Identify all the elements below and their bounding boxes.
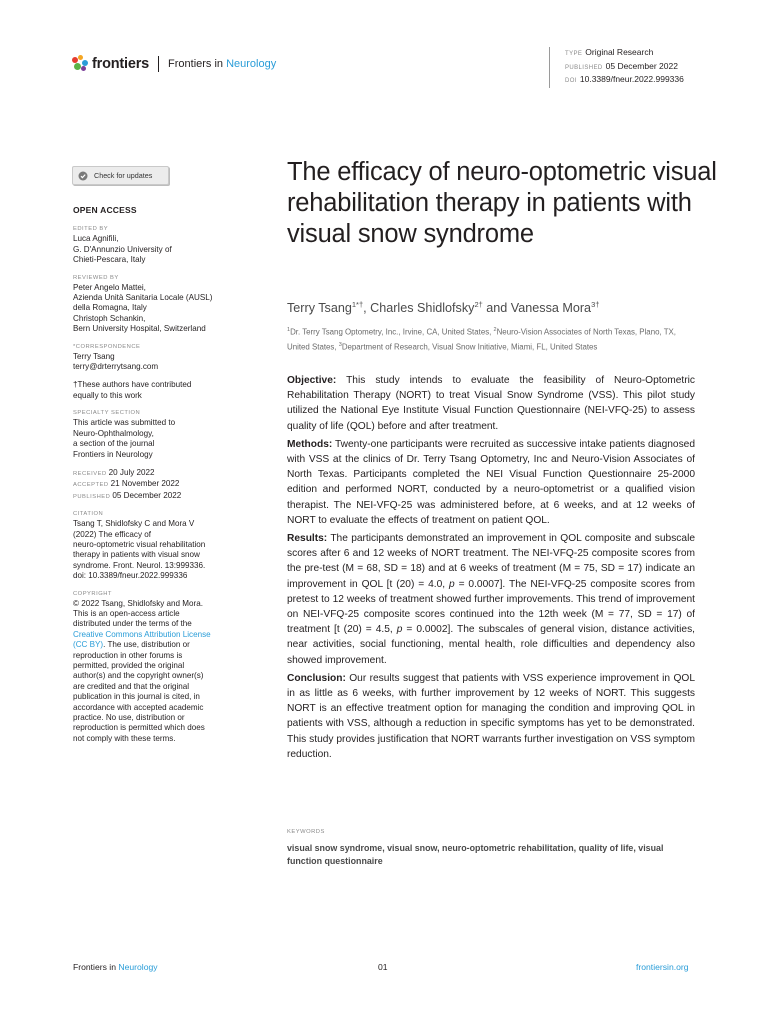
copyright-line: reproduction is permitted which does <box>73 723 205 733</box>
footer-journal-prefix: Frontiers in <box>73 962 119 972</box>
correspondence <box>73 352 238 373</box>
abstract-methods <box>287 437 695 528</box>
author-sup: 3† <box>591 300 600 309</box>
abstract-objective <box>287 373 695 434</box>
brand-name: frontiers <box>92 56 150 72</box>
published-label: PUBLISHED <box>73 493 111 500</box>
received-value: 20 July 2022 <box>108 467 155 477</box>
copyright-line: accordance with accepted academic <box>73 702 204 712</box>
p-symbol: p <box>449 578 455 590</box>
author-sup: 1*† <box>351 300 364 309</box>
specialty-heading: SPECIALTY SECTION <box>73 410 141 417</box>
methods-text: Twenty-one participants were recruited as successive intake patients diagnosed with VSS at the clinics of Dr. Terry Tsang Optometry, Inc and Neuro-Vision Associates of North Texas. Participants completed the NEI Visual Function Questionnaire 25-2000 edition and performed NORT, conducted by a neuro-optometrist or a qualified vision therapist. The NEI-VFQ-25 was administered before, at 6 weeks, and at 12 weeks of NORT to evaluate the effects of treatment on patient QOL. <box>287 438 695 526</box>
results-label: Results: <box>287 533 328 545</box>
keywords: visual snow syndrome, visual snow, neuro-optometric rehabilitation, quality of life, visual function questionnaire <box>287 843 664 866</box>
meta-doi[interactable] <box>565 74 684 88</box>
affiliation-sup: 1 <box>287 327 291 333</box>
p-symbol: p <box>396 624 403 636</box>
author-name[interactable]: Vanessa Mora <box>510 301 592 316</box>
specialty-line: This article was submitted to <box>73 418 176 428</box>
received-label: RECEIVED <box>73 470 107 477</box>
accepted-date <box>73 479 238 490</box>
copyright-line: author(s) and the copyright owner(s) <box>73 671 204 681</box>
citation-heading: CITATION <box>73 511 104 518</box>
footer-journal[interactable] <box>73 962 158 972</box>
citation-line: syndrome. Front. Neurol. 13:999336. <box>73 560 206 570</box>
reviewed-by-heading: REVIEWED BY <box>73 274 119 281</box>
author-sup: 2† <box>474 300 483 309</box>
affiliation-sup: 3 <box>338 341 342 348</box>
editor-line: Chieti-Pescara, Italy <box>73 255 146 265</box>
received-date <box>73 468 238 479</box>
journal-prefix: Frontiers in <box>168 58 227 70</box>
objective-text: This study intends to evaluate the feasibility of Neuro-Optometric Rehabilitation Therapy (NORT) to treat Visual Snow Syndrome (VSS). This pilot study utilized the National Eye Institute Visual Function Questionnaire (NEI-VFQ-25) to assess quality of life (QOL) before and after treatment. <box>287 375 695 432</box>
objective-label: Objective: <box>287 375 337 386</box>
open-access-label: OPEN ACCESS <box>73 205 137 215</box>
results-text: = 0.0002]. The subscales of general vision, distance activities, near activities, social functioning, mental health, role difficulties and dependency also showed improvement. <box>287 624 695 666</box>
results-text: The participants demonstrated an improvement in QOL composite and subscale scores after 6 and 12 weeks of NORT treatment. The NEI-VFQ-25 composite scores from the pre-test (M = 68, SD = 18) and at 6 weeks of treatment (M = 75, SD = 17) indicate an improvement in QOL [t (20) = 4.0, <box>287 533 695 590</box>
abstract-conclusion <box>287 671 695 762</box>
reviewed-by <box>73 283 238 335</box>
author-name[interactable]: Terry Tsang <box>287 301 352 316</box>
abstract <box>287 373 695 765</box>
page-number: 01 <box>378 962 388 972</box>
copyright-line: distributed under the terms of the <box>73 619 192 629</box>
contribution-note-line: equally to this work <box>73 390 142 400</box>
meta-doi-value[interactable]: 10.3389/fneur.2022.999336 <box>579 74 684 84</box>
copyright-line: This is an open-access article <box>73 608 180 618</box>
copyright-line: not comply with these terms. <box>73 733 176 743</box>
author-name[interactable]: Charles Shidlofsky <box>370 301 475 316</box>
citation-line: doi: 10.3389/fneur.2022.999336 <box>73 571 188 581</box>
meta-type <box>565 47 684 61</box>
affiliation-sup: 2 <box>493 327 497 333</box>
copyright-line: © 2022 Tsang, Shidlofsky and Mora. <box>73 598 203 608</box>
citation-line: neuro-optometric visual rehabilitation <box>73 539 206 549</box>
specialty-line: a section of the journal <box>73 439 155 449</box>
affiliation: Department of Research, Visual Snow Initiative, Miami, FL, United States <box>341 342 598 352</box>
correspondence-email[interactable]: terry@drterrytsang.com <box>73 362 159 372</box>
article-meta <box>549 47 684 88</box>
copyright-line: practice. No use, distribution or <box>73 713 185 723</box>
editor-line: Luca Agnifili, <box>73 234 119 244</box>
affiliation: Neuro-Vision Associates of North Texas, Plano, TX, United States, <box>287 327 676 352</box>
check-updates-icon <box>78 171 88 181</box>
abstract-results <box>287 531 695 668</box>
specialty-line: Neuro-Ophthalmology, <box>73 428 154 438</box>
edited-by-heading: EDITED BY <box>73 226 109 233</box>
cc-by-link[interactable]: (CC BY) <box>73 640 104 650</box>
article-title: The efficacy of neuro-optometric visual rehabilitation therapy in patients with visual snow syndrome <box>287 158 717 248</box>
published-date <box>73 491 238 502</box>
reviewer-line: Christoph Schankin, <box>73 313 146 323</box>
editor-line: G. D'Annunzio University of <box>73 244 172 254</box>
cc-license-link[interactable]: Creative Commons Attribution License <box>73 629 211 639</box>
citation-line: Tsang T, Shidlofsky C and Mora V <box>73 519 195 529</box>
article-sidebar <box>73 205 238 744</box>
correspondence-name: Terry Tsang <box>73 351 115 361</box>
conclusion-text: Our results suggest that patients with VSS experience improvement in QOL in as little as 6 weeks, with further improvement by 12 weeks of NORT. This suggests NORT is an effective treatment option for managing the condition and improving QOL in patients with VSS, although a reduction in specific symptoms has yet to be demonstrated. This study provides justification that NORT warrants further investigation on VSS symptom reduction. <box>287 672 695 760</box>
meta-type-value: Original Research <box>585 47 654 57</box>
citation-line: (2022) The efficacy of <box>73 529 151 539</box>
copyright-heading: COPYRIGHT <box>73 590 112 597</box>
copyright-line: publication in this journal is cited, in <box>73 692 200 702</box>
copyright-mid: . The use, distribution or <box>103 640 190 650</box>
contribution-note-line: †These authors have contributed <box>73 380 192 390</box>
specialty-section <box>73 418 238 460</box>
copyright-line: are credited and that the original <box>73 681 190 691</box>
meta-doi-label: DOI <box>565 78 577 84</box>
reviewer-line: Bern University Hospital, Switzerland <box>73 324 206 334</box>
author-and: and <box>482 301 511 316</box>
author-separator: , <box>363 301 371 316</box>
reviewer-line: Azienda Unità Sanitaria Locale (AUSL) <box>73 293 213 303</box>
article-dates <box>73 468 238 502</box>
meta-type-label: TYPE <box>565 51 583 57</box>
frontiers-logo[interactable] <box>72 53 276 75</box>
methods-label: Methods: <box>287 438 333 450</box>
affiliation: Dr. Terry Tsang Optometry, Inc., Irvine, CA, United States, <box>290 327 494 337</box>
author-list <box>287 300 599 315</box>
brand-divider <box>158 56 159 72</box>
reviewer-line: della Romagna, Italy <box>73 303 147 313</box>
journal-title: Neurology <box>226 58 277 70</box>
check-updates-label: Check for updates <box>94 171 153 180</box>
copyright-line: reproduction in other forums is <box>73 650 183 660</box>
footer-site-link[interactable]: frontiersin.org <box>636 962 689 972</box>
meta-published <box>565 61 684 75</box>
conclusion-label: Conclusion: <box>287 672 346 684</box>
contribution-note <box>73 380 238 401</box>
accepted-label: ACCEPTED <box>73 482 109 489</box>
correspondence-heading: *CORRESPONDENCE <box>73 343 141 350</box>
journal-name[interactable] <box>168 58 276 70</box>
specialty-line: Frontiers in Neurology <box>73 449 153 459</box>
meta-published-label: PUBLISHED <box>565 64 603 71</box>
copyright-line: permitted, provided the original <box>73 661 185 670</box>
citation-line: therapy in patients with visual snow <box>73 550 200 560</box>
frontiers-logo-icon <box>72 55 88 73</box>
accepted-value: 21 November 2022 <box>110 479 180 489</box>
results-text: = 0.0007]. The NEI-VFQ-25 composite scores from pretest to 12 weeks of treatment showed further improvements. This trend of improvement on NEI-VFQ-25 composite scores continued into the 12th week (M = 77, SD = 17) of treatment [t (20) = 4.5, <box>287 578 695 636</box>
edited-by <box>73 234 238 265</box>
citation <box>73 519 238 581</box>
footer-journal-name: Neurology <box>118 962 158 972</box>
meta-published-value: 05 December 2022 <box>605 60 678 71</box>
copyright-line <box>73 640 238 650</box>
keywords-heading: KEYWORDS <box>287 829 325 835</box>
published-value: 05 December 2022 <box>112 490 182 500</box>
affiliations <box>287 324 699 353</box>
copyright <box>73 599 238 745</box>
check-for-updates-button[interactable] <box>72 166 169 185</box>
reviewer-line: Peter Angelo Mattei, <box>73 282 146 292</box>
